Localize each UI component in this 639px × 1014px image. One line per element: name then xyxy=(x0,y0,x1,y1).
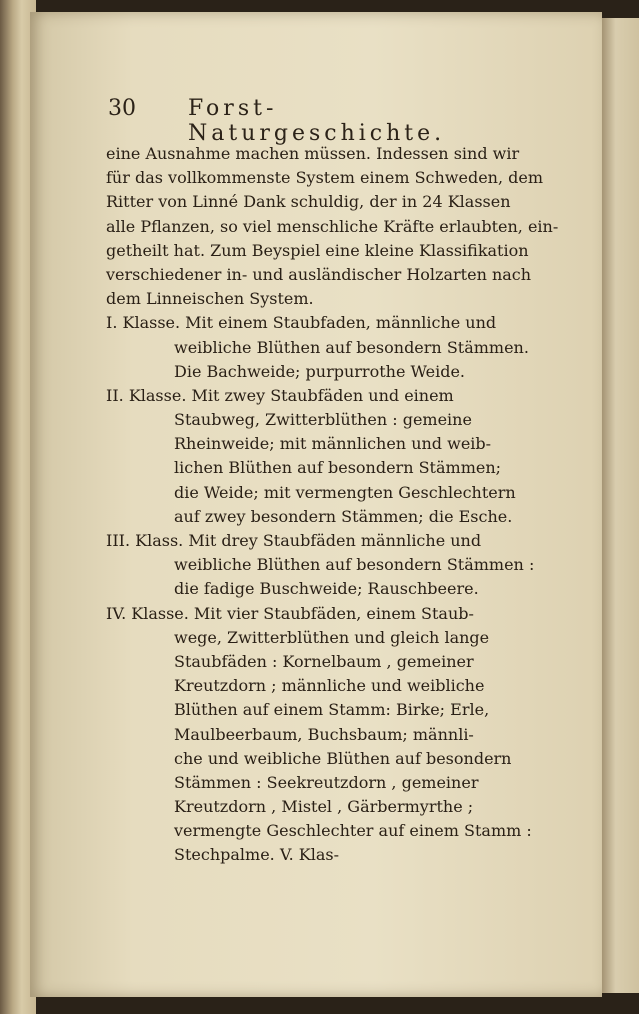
text-line: che und weibliche Blüthen auf besondern xyxy=(174,748,512,768)
text-line: lichen Blüthen auf besondern Stämmen; xyxy=(174,458,502,478)
text-line: Stämmen : Seekreutzdorn , gemeiner xyxy=(174,772,479,792)
text-line: getheilt hat. Zum Beyspiel eine kleine Klassifikation xyxy=(106,240,529,260)
text-line: die fadige Buschweide; Rauschbeere. xyxy=(174,579,479,599)
text-line: für das vollkommenste System einem Schweden, dem xyxy=(106,168,544,188)
text-line: wege, Zwitterblüthen und gleich lange xyxy=(174,627,490,647)
text-line: die Weide; mit vermengten Geschlechtern xyxy=(174,482,516,502)
page-header xyxy=(108,96,528,146)
text-line: III. Klass. Mit drey Staubfäden männliche und xyxy=(106,531,482,550)
text-line: vermengte Geschlechter auf einem Stamm : xyxy=(174,821,532,841)
text-line: weibliche Blüthen auf besondern Stämmen : xyxy=(174,555,535,575)
text-line: Kreutzdorn ; männliche und weibliche xyxy=(174,676,485,696)
text-line: weibliche Blüthen auf besondern Stämmen. xyxy=(174,337,529,357)
text-line: verschiedener in- und ausländischer Holzarten nach xyxy=(106,264,532,284)
running-head: Forst-Naturgeschichte. xyxy=(188,96,446,146)
text-line: dem Linneischen System. xyxy=(106,289,314,309)
text-line: Die Bachweide; purpurrothe Weide. xyxy=(174,361,466,381)
text-line: I. Klasse. Mit einem Staubfaden, männliche und xyxy=(106,313,497,333)
text-line: alle Pflanzen, so viel menschliche Kräfte erlaubten, ein- xyxy=(106,216,559,236)
body-text xyxy=(106,142,559,868)
text-line: Rheinweide; mit männlichen und weib- xyxy=(174,434,492,454)
text-line: IV. Klasse. Mit vier Staubfäden, einem Staub- xyxy=(106,603,474,623)
text-line: Staubweg, Zwitterblüthen : gemeine xyxy=(174,410,472,430)
text-line: auf zwey besondern Stämmen; die Esche. xyxy=(174,506,513,526)
text-line: Stechpalme. V. Klas- xyxy=(174,845,339,865)
text-line: Staubfäden : Kornelbaum , gemeiner xyxy=(174,651,474,671)
text-line: II. Klasse. Mit zwey Staubfäden und einem xyxy=(106,385,454,405)
text-line: Kreutzdorn , Mistel , Gärbermyrthe ; xyxy=(174,797,474,817)
text-line: Ritter von Linné Dank schuldig, der in 24 Klassen xyxy=(106,192,511,212)
text-line: Maulbeerbaum, Buchsbaum; männli- xyxy=(174,724,474,744)
text-line: Blüthen auf einem Stamm: Birke; Erle, xyxy=(174,700,490,720)
text-line: eine Ausnahme machen müssen. Indessen sind wir xyxy=(106,144,520,163)
page-number: 30 xyxy=(108,96,136,121)
facing-page-edge xyxy=(600,18,639,993)
